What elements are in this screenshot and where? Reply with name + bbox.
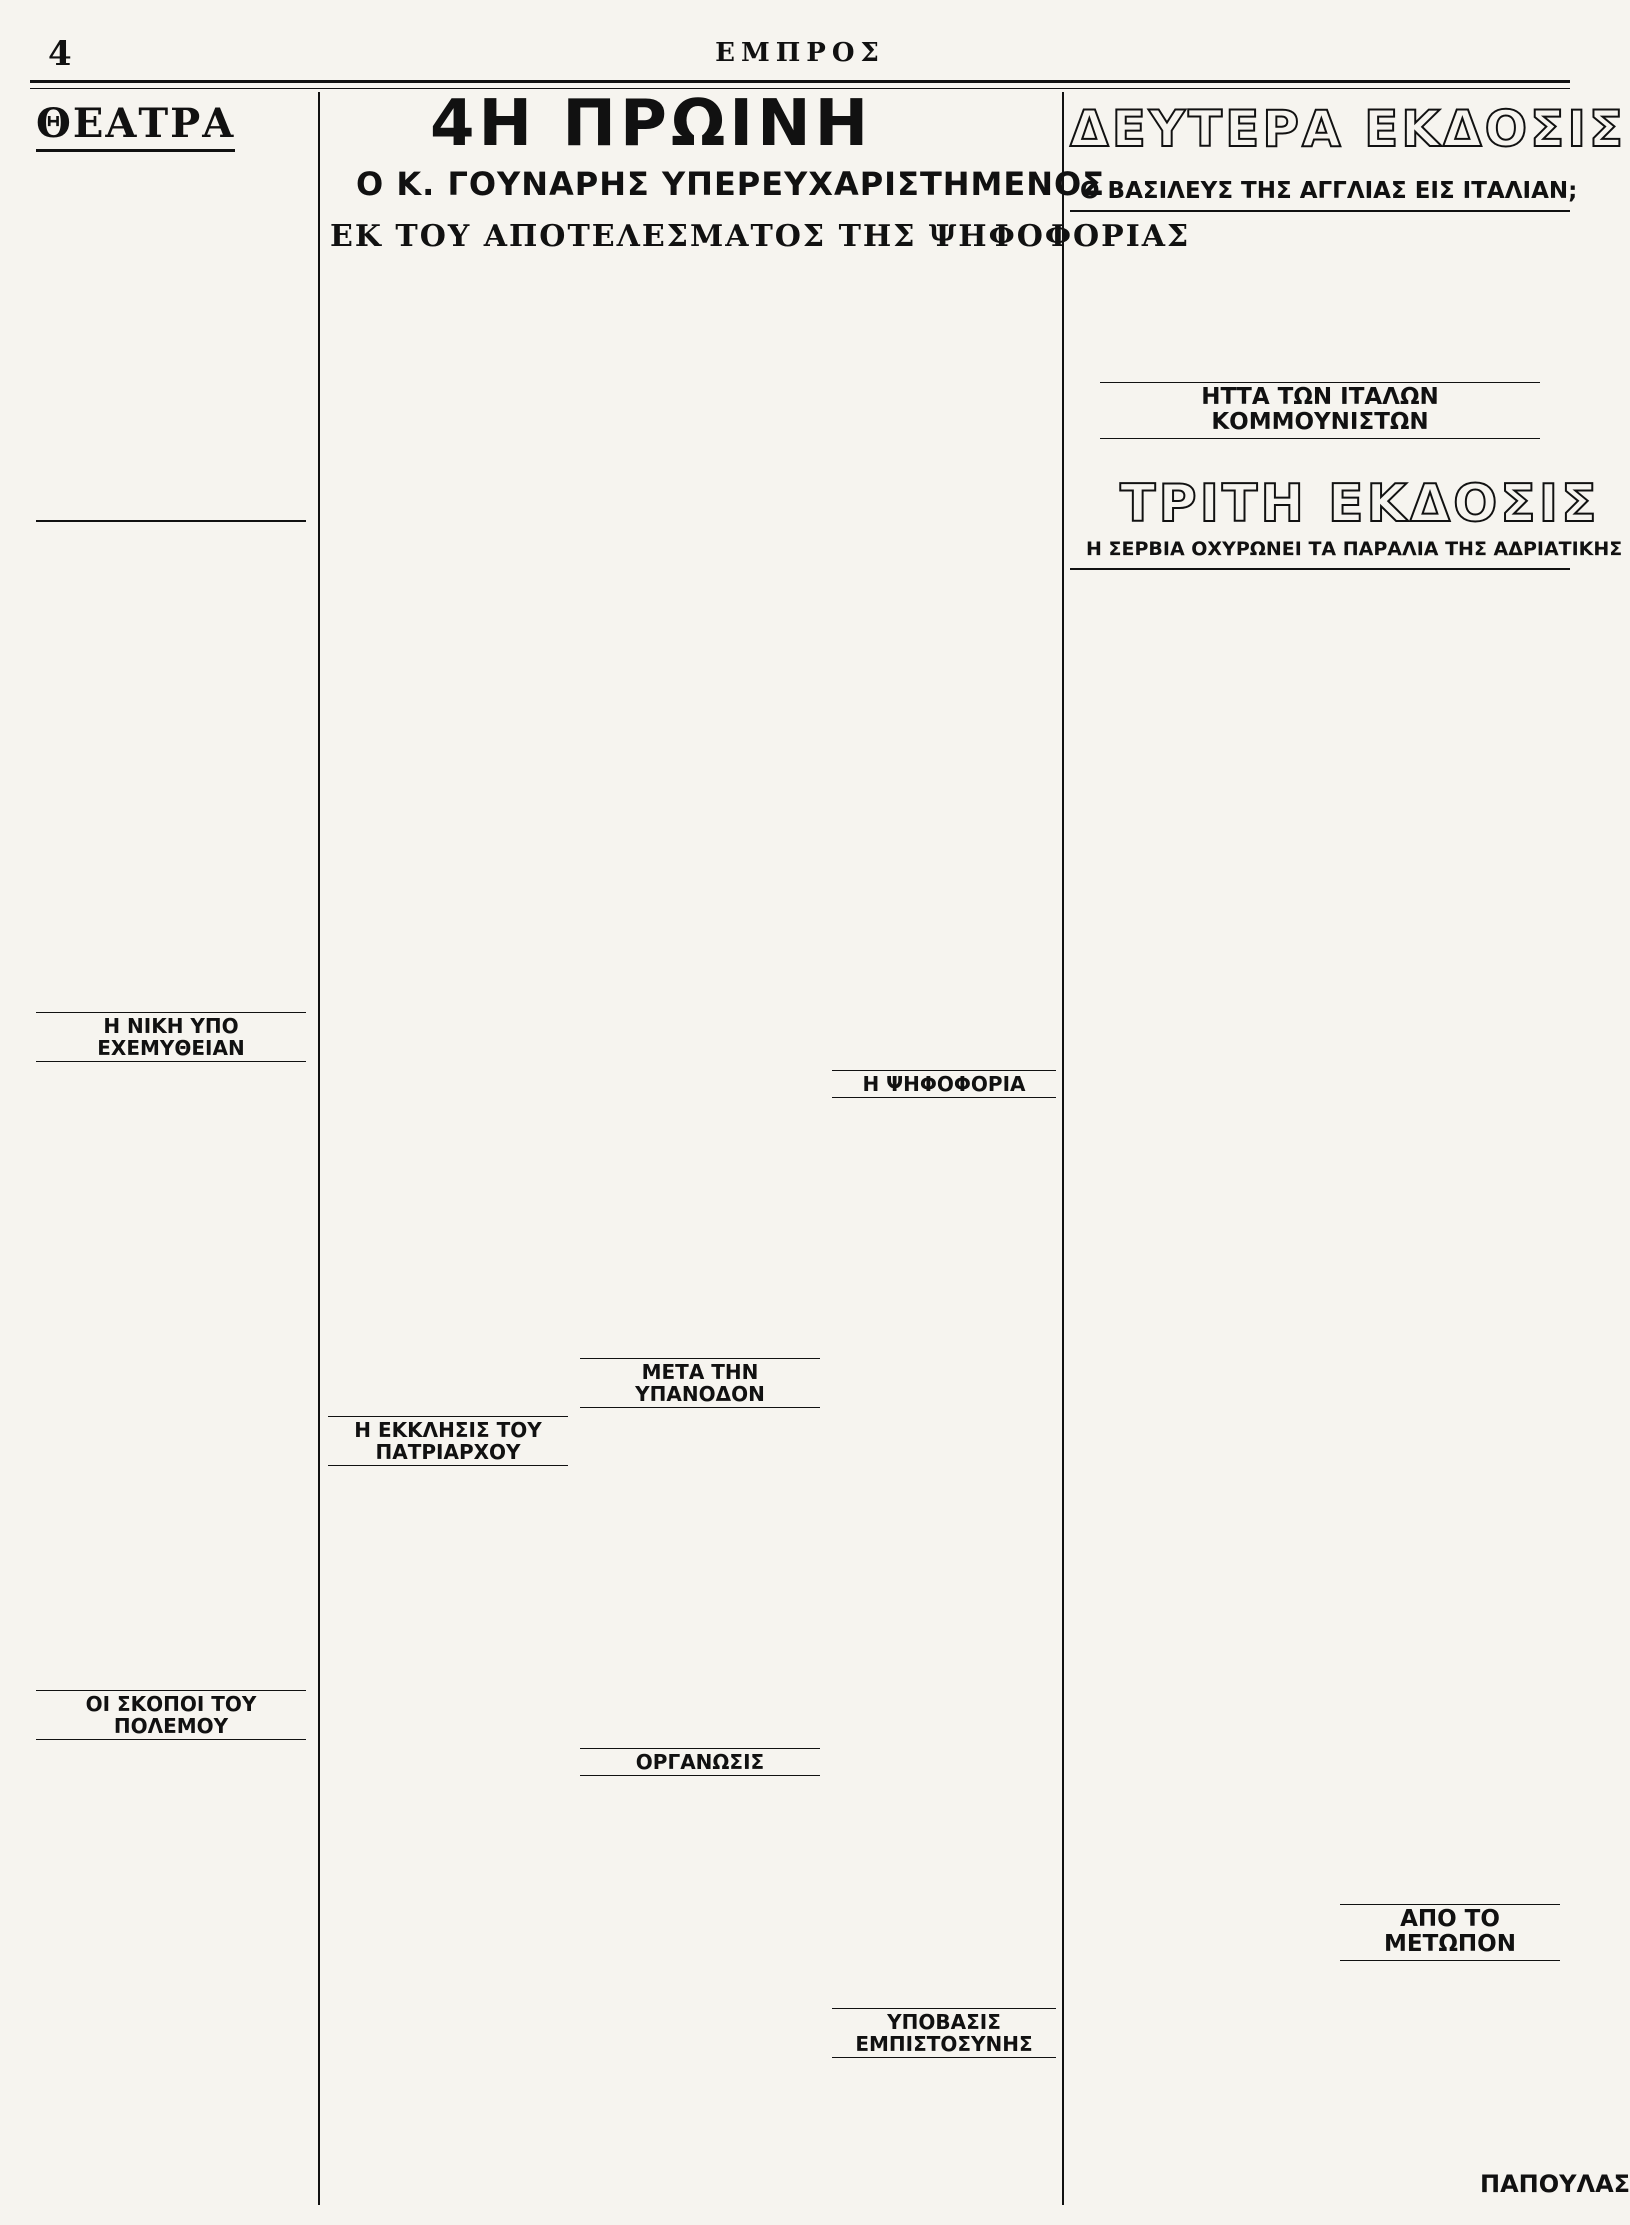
morning-subheadline: ΕΚ ΤΟΥ ΑΠΟΤΕΛΕΣΜΑΤΟΣ ΤΗΣ ΨΗΦΟΦΟΡΙΑΣ [330,219,1191,254]
second-rule [1070,210,1570,212]
paper-name: ΕΜΠΡΟΣ [715,38,885,68]
second-section: ΗΤΤΑ ΤΩΝ ΙΤΑΛΩΝ ΚΟΜΜΟΥΝΙΣΤΩΝ [1100,382,1540,439]
theatres-header: ΘΕΑΤΡΑ [36,100,235,152]
second-edition-banner: ΔΕΥΤΕΡΑ ΕΚΔΟΣΙΣ [1070,100,1627,158]
morning-section-1: Η ΝΙΚΗ ΥΠΟ ΕΧΕΜΥΘΕΙΑΝ [36,1012,306,1062]
morning-section-6: Η ΨΗΦΟΦΟΡΙΑ [832,1070,1056,1098]
morning-edition-banner: 4Η ΠΡΩΙΝΗ [430,87,873,161]
column-rule-2 [1062,92,1064,2205]
page-number: 4 [48,34,72,74]
morning-section-7: ΥΠΟΒΑΣΙΣ ΕΜΠΙΣΤΟΣΥΝΗΣ [832,2008,1056,2058]
third-headline: Η ΣΕΡΒΙΑ ΟΧΥΡΩΝΕΙ ΤΑ ΠΑΡΑΛΙΑ ΤΗΣ ΑΔΡΙΑΤΙΚΗΣ [1086,538,1623,560]
theatres-rule [36,520,306,522]
morning-section-3: Η ΕΚΚΛΗΣΙΣ ΤΟΥ ΠΑΤΡΙΑΡΧΟΥ [328,1416,568,1466]
third-edition-banner: ΤΡΙΤΗ ΕΚΔΟΣΙΣ [1120,474,1600,534]
morning-section-5: ΟΡΓΑΝΩΣΙΣ [580,1748,820,1776]
morning-headline: Ο Κ. ΓΟΥΝΑΡΗΣ ΥΠΕΡΕΥΧΑΡΙΣΤΗΜΕΝΟΣ [356,165,1106,203]
column-rule-1 [318,92,320,2205]
top-rule [30,80,1570,83]
third-signature: ΠΑΠΟΥΛΑΣ [1480,2170,1630,2198]
morning-section-2: ΟΙ ΣΚΟΠΟΙ ΤΟΥ ΠΟΛΕΜΟΥ [36,1690,306,1740]
third-rule [1070,568,1570,570]
morning-section-4: ΜΕΤΑ ΤΗΝ ΥΠΑΝΟΔΟΝ [580,1358,820,1408]
second-headline: Ο ΒΑΣΙΛΕΥΣ ΤΗΣ ΑΓΓΛΙΑΣ ΕΙΣ ΙΤΑΛΙΑΝ; [1080,178,1578,204]
third-section: ΑΠΟ ΤΟ ΜΕΤΩΠΟΝ [1340,1904,1560,1961]
